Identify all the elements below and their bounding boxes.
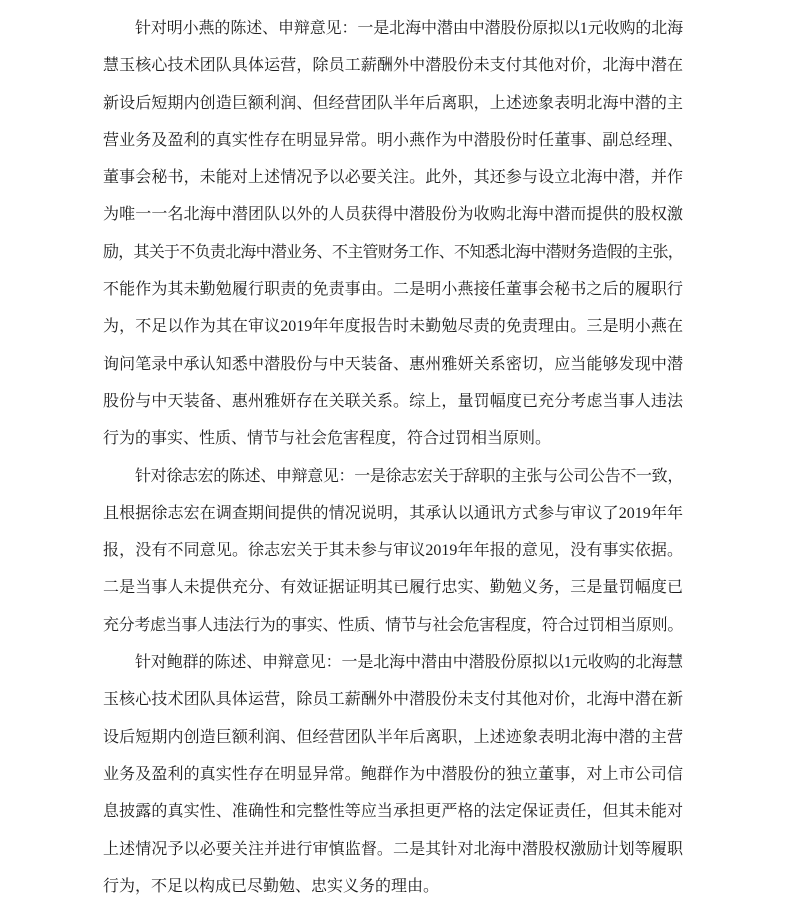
text-line: 二是当事人未提供充分、有效证据证明其已履行忠实、勤勉义务，三是量罚幅度已 (103, 579, 683, 597)
text-line: 充分考虑当事人违法行为的事实、性质、情节与社会危害程度，符合过罚相当原则。 (103, 616, 683, 634)
text-line: 针对徐志宏的陈述、申辩意见：一是徐志宏关于辞职的主张与公司公告不一致， (135, 467, 683, 485)
text-line: 针对鲍群的陈述、申辩意见：一是北海中潜由中潜股份原拟以1元收购的北海慧 (135, 654, 683, 672)
text-line: 行为，不足以构成已尽勤勉、忠实义务的理由。 (103, 877, 440, 895)
text-line: 为唯一一名北海中潜团队以外的人员获得中潜股份为收购北海中潜而提供的股权激 (103, 206, 683, 224)
text-line: 息披露的真实性、准确性和完整性等应当承担更严格的法定保证责任，但其未能对 (103, 803, 683, 821)
text-line: 新设后短期内创造巨额利润、但经营团队半年后离职，上述迹象表明北海中潜的主 (103, 94, 683, 112)
text-line: 励，其关于不负责北海中潜业务、不主管财务工作、不知悉北海中潜财务造假的主张， (103, 243, 683, 261)
text-line: 针对明小燕的陈述、申辩意见：一是北海中潜由中潜股份原拟以1元收购的北海 (135, 20, 683, 37)
text-line: 上述情况予以必要关注并进行审慎监督。二是其针对北海中潜股权激励计划等履职 (103, 840, 683, 858)
document-body (103, 10, 683, 905)
text-line: 董事会秘书，未能对上述情况予以必要关注。此外，其还参与设立北海中潜，并作 (103, 169, 683, 187)
text-line: 行为的事实、性质、情节与社会危害程度，符合过罚相当原则。 (103, 430, 552, 448)
text-line: 营业务及盈利的真实性存在明显异常。明小燕作为中潜股份时任董事、副总经理、 (103, 131, 683, 149)
text-line: 业务及盈利的真实性存在明显异常。鲍群作为中潜股份的独立董事，对上市公司信 (103, 765, 683, 783)
text-line: 玉核心技术团队具体运营，除员工薪酬外中潜股份未支付其他对价，北海中潜在新 (103, 691, 683, 709)
text-line: 慧玉核心技术团队具体运营，除员工薪酬外中潜股份未支付其他对价，北海中潜在 (103, 57, 683, 75)
text-line: 询问笔录中承认知悉中潜股份与中天装备、惠州雅妍关系密切，应当能够发现中潜 (103, 355, 683, 373)
text-line: 为，不足以作为其在审议2019年年度报告时未勤勉尽责的免责理由。三是明小燕在 (103, 318, 683, 336)
text-line: 设后短期内创造巨额利润、但经营团队半年后离职，上述迹象表明北海中潜的主营 (103, 728, 683, 746)
text-line: 且根据徐志宏在调查期间提供的情况说明，其承认以通讯方式参与审议了2019年年 (103, 504, 683, 522)
text-line: 不能作为其未勤勉履行职责的免责事由。二是明小燕接任董事会秘书之后的履职行 (103, 281, 683, 299)
text-line: 股份与中天装备、惠州雅妍存在关联关系。综上，量罚幅度已充分考虑当事人违法 (103, 392, 683, 410)
text-line: 报，没有不同意见。徐志宏关于其未参与审议2019年年报的意见，没有事实依据。 (103, 542, 683, 560)
